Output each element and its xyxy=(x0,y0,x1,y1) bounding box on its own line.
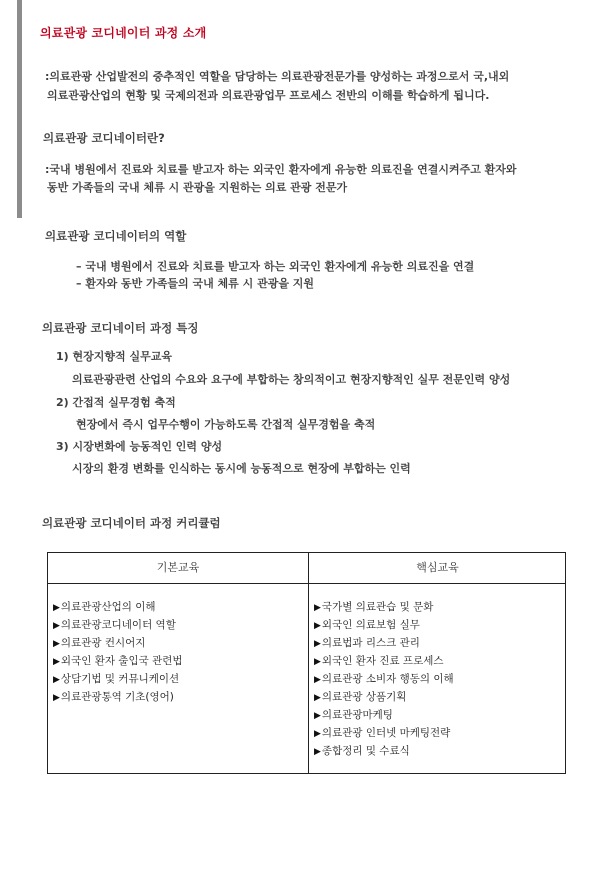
list-item: ▶외국인 의료보험 실무 xyxy=(314,616,454,634)
list-item: ▶의료법과 리스크 관리 xyxy=(314,634,454,652)
bullet-arrow-icon: ▶ xyxy=(314,729,321,739)
feature-1-desc: 의료관광관련 산업의 수요와 요구에 부합하는 창의적이고 현장지향적인 실무 전문인력 양성 xyxy=(72,373,511,386)
bullet-arrow-icon: ▶ xyxy=(53,603,60,613)
curriculum-table xyxy=(47,552,566,774)
curriculum-header-divider xyxy=(48,583,565,584)
core-header: 핵심교육 xyxy=(416,561,459,574)
curriculum-column-divider xyxy=(308,553,309,773)
list-item: ▶종합정리 및 수료식 xyxy=(314,742,454,760)
bullet-arrow-icon: ▶ xyxy=(314,693,321,703)
list-item: ▶외국인 환자 출입국 관련법 xyxy=(53,652,183,670)
curriculum-heading: 의료관광 코디네이터 과정 커리큘럼 xyxy=(42,516,221,530)
basic-list xyxy=(53,598,183,706)
bullet-arrow-icon: ▶ xyxy=(314,711,321,721)
bullet-arrow-icon: ▶ xyxy=(53,693,60,703)
bullet-arrow-icon: ▶ xyxy=(314,747,321,757)
bullet-arrow-icon: ▶ xyxy=(314,639,321,649)
list-item: ▶의료관광마케팅 xyxy=(314,706,454,724)
core-list xyxy=(314,598,454,760)
bullet-arrow-icon: ▶ xyxy=(314,675,321,685)
list-item: ▶의료관광 상품기획 xyxy=(314,688,454,706)
list-item: ▶상담기법 및 커뮤니케이션 xyxy=(53,670,183,688)
bullet-arrow-icon: ▶ xyxy=(314,657,321,667)
feature-3-label: 3) 시장변화에 능동적인 인력 양성 xyxy=(56,440,223,453)
side-accent-bar xyxy=(17,0,22,218)
list-item: ▶국가별 의료관습 및 문화 xyxy=(314,598,454,616)
role-item-2: – 환자와 동반 가족들의 국내 체류 시 관광을 지원 xyxy=(76,277,315,290)
list-item: ▶의료관광통역 기초(영어) xyxy=(53,688,183,706)
list-item: ▶의료관광산업의 이해 xyxy=(53,598,183,616)
feature-2-label: 2) 간접적 실무경험 축적 xyxy=(56,396,176,409)
list-item: ▶의료관광코디네이터 역할 xyxy=(53,616,183,634)
features-heading: 의료관광 코디네이터 과정 특징 xyxy=(42,321,199,335)
bullet-arrow-icon: ▶ xyxy=(314,621,321,631)
what-is-line-2: 동반 가족들의 국내 체류 시 관광을 지원하는 의료 관광 전문가 xyxy=(47,181,348,194)
role-heading: 의료관광 코디네이터의 역할 xyxy=(45,229,187,243)
page-title: 의료관광 코디네이터 과정 소개 xyxy=(40,26,207,40)
feature-3-desc: 시장의 환경 변화를 인식하는 동시에 능동적으로 현장에 부합하는 인력 xyxy=(72,462,411,475)
basic-header: 기본교육 xyxy=(156,561,200,574)
list-item: ▶의료관광 소비자 행동의 이해 xyxy=(314,670,454,688)
feature-2-desc: 현장에서 즉시 업무수행이 가능하도록 간접적 실무경험을 축적 xyxy=(76,418,376,431)
role-item-1: – 국내 병원에서 진료와 치료를 받고자 하는 외국인 환자에게 유능한 의료진을 연결 xyxy=(76,260,475,273)
list-item: ▶의료관광 인터넷 마케팅전략 xyxy=(314,724,454,742)
what-is-line-1: :국내 병원에서 진료와 치료를 받고자 하는 외국인 환자에게 유능한 의료진을 연결시켜주고 환자와 xyxy=(45,163,517,176)
bullet-arrow-icon: ▶ xyxy=(53,675,60,685)
list-item: ▶외국인 환자 진료 프로세스 xyxy=(314,652,454,670)
intro-line-1: :의료관광 산업발전의 중추적인 역할을 담당하는 의료관광전문가를 양성하는 과정으로서 국,내외 xyxy=(45,70,510,83)
bullet-arrow-icon: ▶ xyxy=(53,657,60,667)
intro-line-2: 의료관광산업의 현황 및 국제의전과 의료관광업무 프로세스 전반의 이해를 학습하게 됩니다. xyxy=(47,89,490,102)
bullet-arrow-icon: ▶ xyxy=(53,621,60,631)
feature-1-label: 1) 현장지향적 실무교육 xyxy=(56,350,172,363)
what-is-heading: 의료관광 코디네이터란? xyxy=(43,131,165,145)
list-item: ▶의료관광 컨시어지 xyxy=(53,634,183,652)
bullet-arrow-icon: ▶ xyxy=(314,603,321,613)
bullet-arrow-icon: ▶ xyxy=(53,639,60,649)
